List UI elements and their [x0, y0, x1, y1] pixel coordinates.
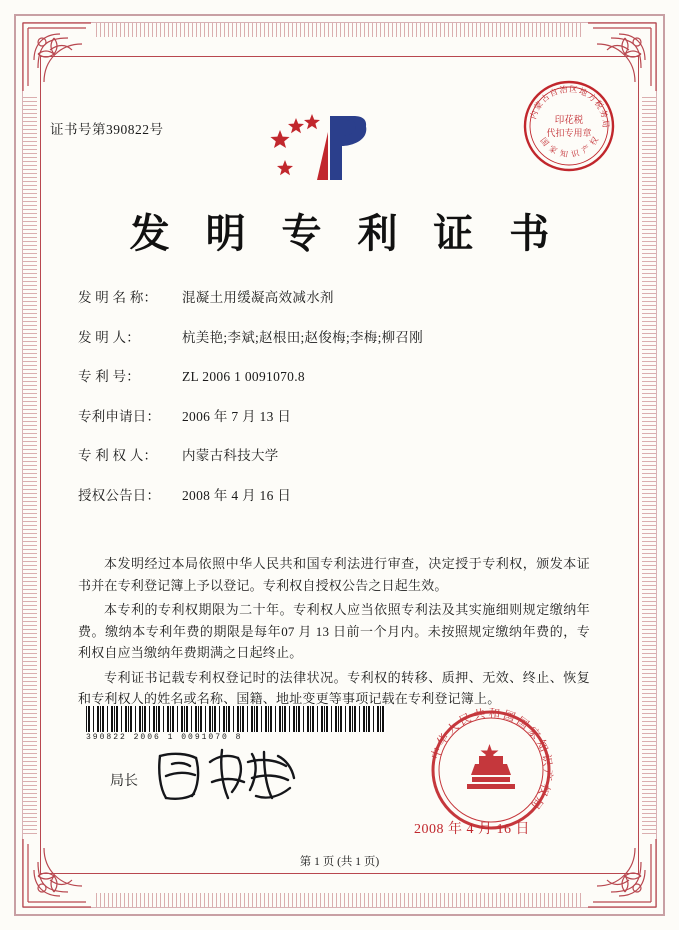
seal-date: 2008 年 4 月 16 日 [414, 822, 530, 837]
border-hatch-bottom [96, 893, 583, 907]
field-label: 发 明 名 称： [78, 290, 158, 305]
director-signature [152, 742, 302, 808]
field-value: 混凝土用缓凝高效减水剂 [182, 290, 334, 305]
field-label: 专 利 号： [78, 369, 140, 384]
field-value: 2008 年 4 月 16 日 [182, 487, 292, 503]
body-paragraph: 本发明经过本局依照中华人民共和国专利法进行审查，决定授于专利权，颁发本证书并在专利登记簿上予以登记。专利权自授权公告之日起生效。 [78, 556, 590, 593]
director-label: 局长 [110, 774, 138, 789]
field-label: 专利申请日： [78, 408, 161, 424]
field-label: 授权公告日： [78, 487, 161, 503]
field-value: ZL 2006 1 0091070.8 [182, 369, 305, 384]
field-grant-date [78, 484, 578, 504]
svg-text:中华人民共和国国家知识产权局: 中华人民共和国国家知识产权局 [428, 708, 556, 815]
field-patent-number [78, 365, 578, 385]
svg-text:国 家 知 识 产 权: 国 家 知 识 产 权 [538, 134, 601, 160]
field-application-date [78, 405, 578, 425]
certificate-body [78, 553, 590, 713]
page-title: 发 明 专 利 证 书 [129, 210, 561, 257]
barcode-digits: 390822 2006 1 0091070 8 [86, 733, 243, 742]
body-paragraph: 专利证书记载专利权登记时的法律状况。专利权的转移、质押、无效、终止、恢复和专利权人的姓名或名称、国籍、地址变更等事项记载在专利登记簿上。 [78, 669, 590, 706]
svg-text:印花税: 印花税 [554, 115, 584, 126]
svg-text:代扣专用章: 代扣专用章 [546, 129, 592, 139]
certificate-fields [78, 286, 578, 523]
body-paragraph: 本专利的专利权期限为二十年。专利权人应当依照专利法及其实施细则规定缴纳年费。缴纳本专利年费的期限是每年07 月 13 日前一个月内。未按照规定缴纳年费的，专利权自应当缴纳年费期满之日起终止。 [78, 602, 590, 660]
border-hatch-top [96, 23, 583, 37]
field-value: 杭美艳;李斌;赵根田;赵俊梅;李梅;柳召刚 [182, 329, 424, 345]
field-inventors [78, 326, 578, 346]
page-number: 第 1 页 (共 1 页) [299, 856, 380, 868]
barcode [86, 706, 386, 732]
certificate-number: 证书号第390822号 [50, 122, 164, 137]
svg-text:内蒙古自治区地方税务局: 内蒙古自治区地方税务局 [527, 83, 612, 130]
field-value: 内蒙古科技大学 [182, 448, 279, 463]
tax-stamp-seal-icon [521, 78, 617, 174]
field-label: 专 利 权 人： [78, 448, 158, 463]
sipo-logo-icon [268, 110, 388, 186]
field-invention-name [78, 286, 578, 306]
field-value: 2006 年 7 月 13 日 [182, 408, 292, 424]
field-label: 发 明 人： [78, 329, 140, 345]
field-patentee [78, 444, 578, 464]
